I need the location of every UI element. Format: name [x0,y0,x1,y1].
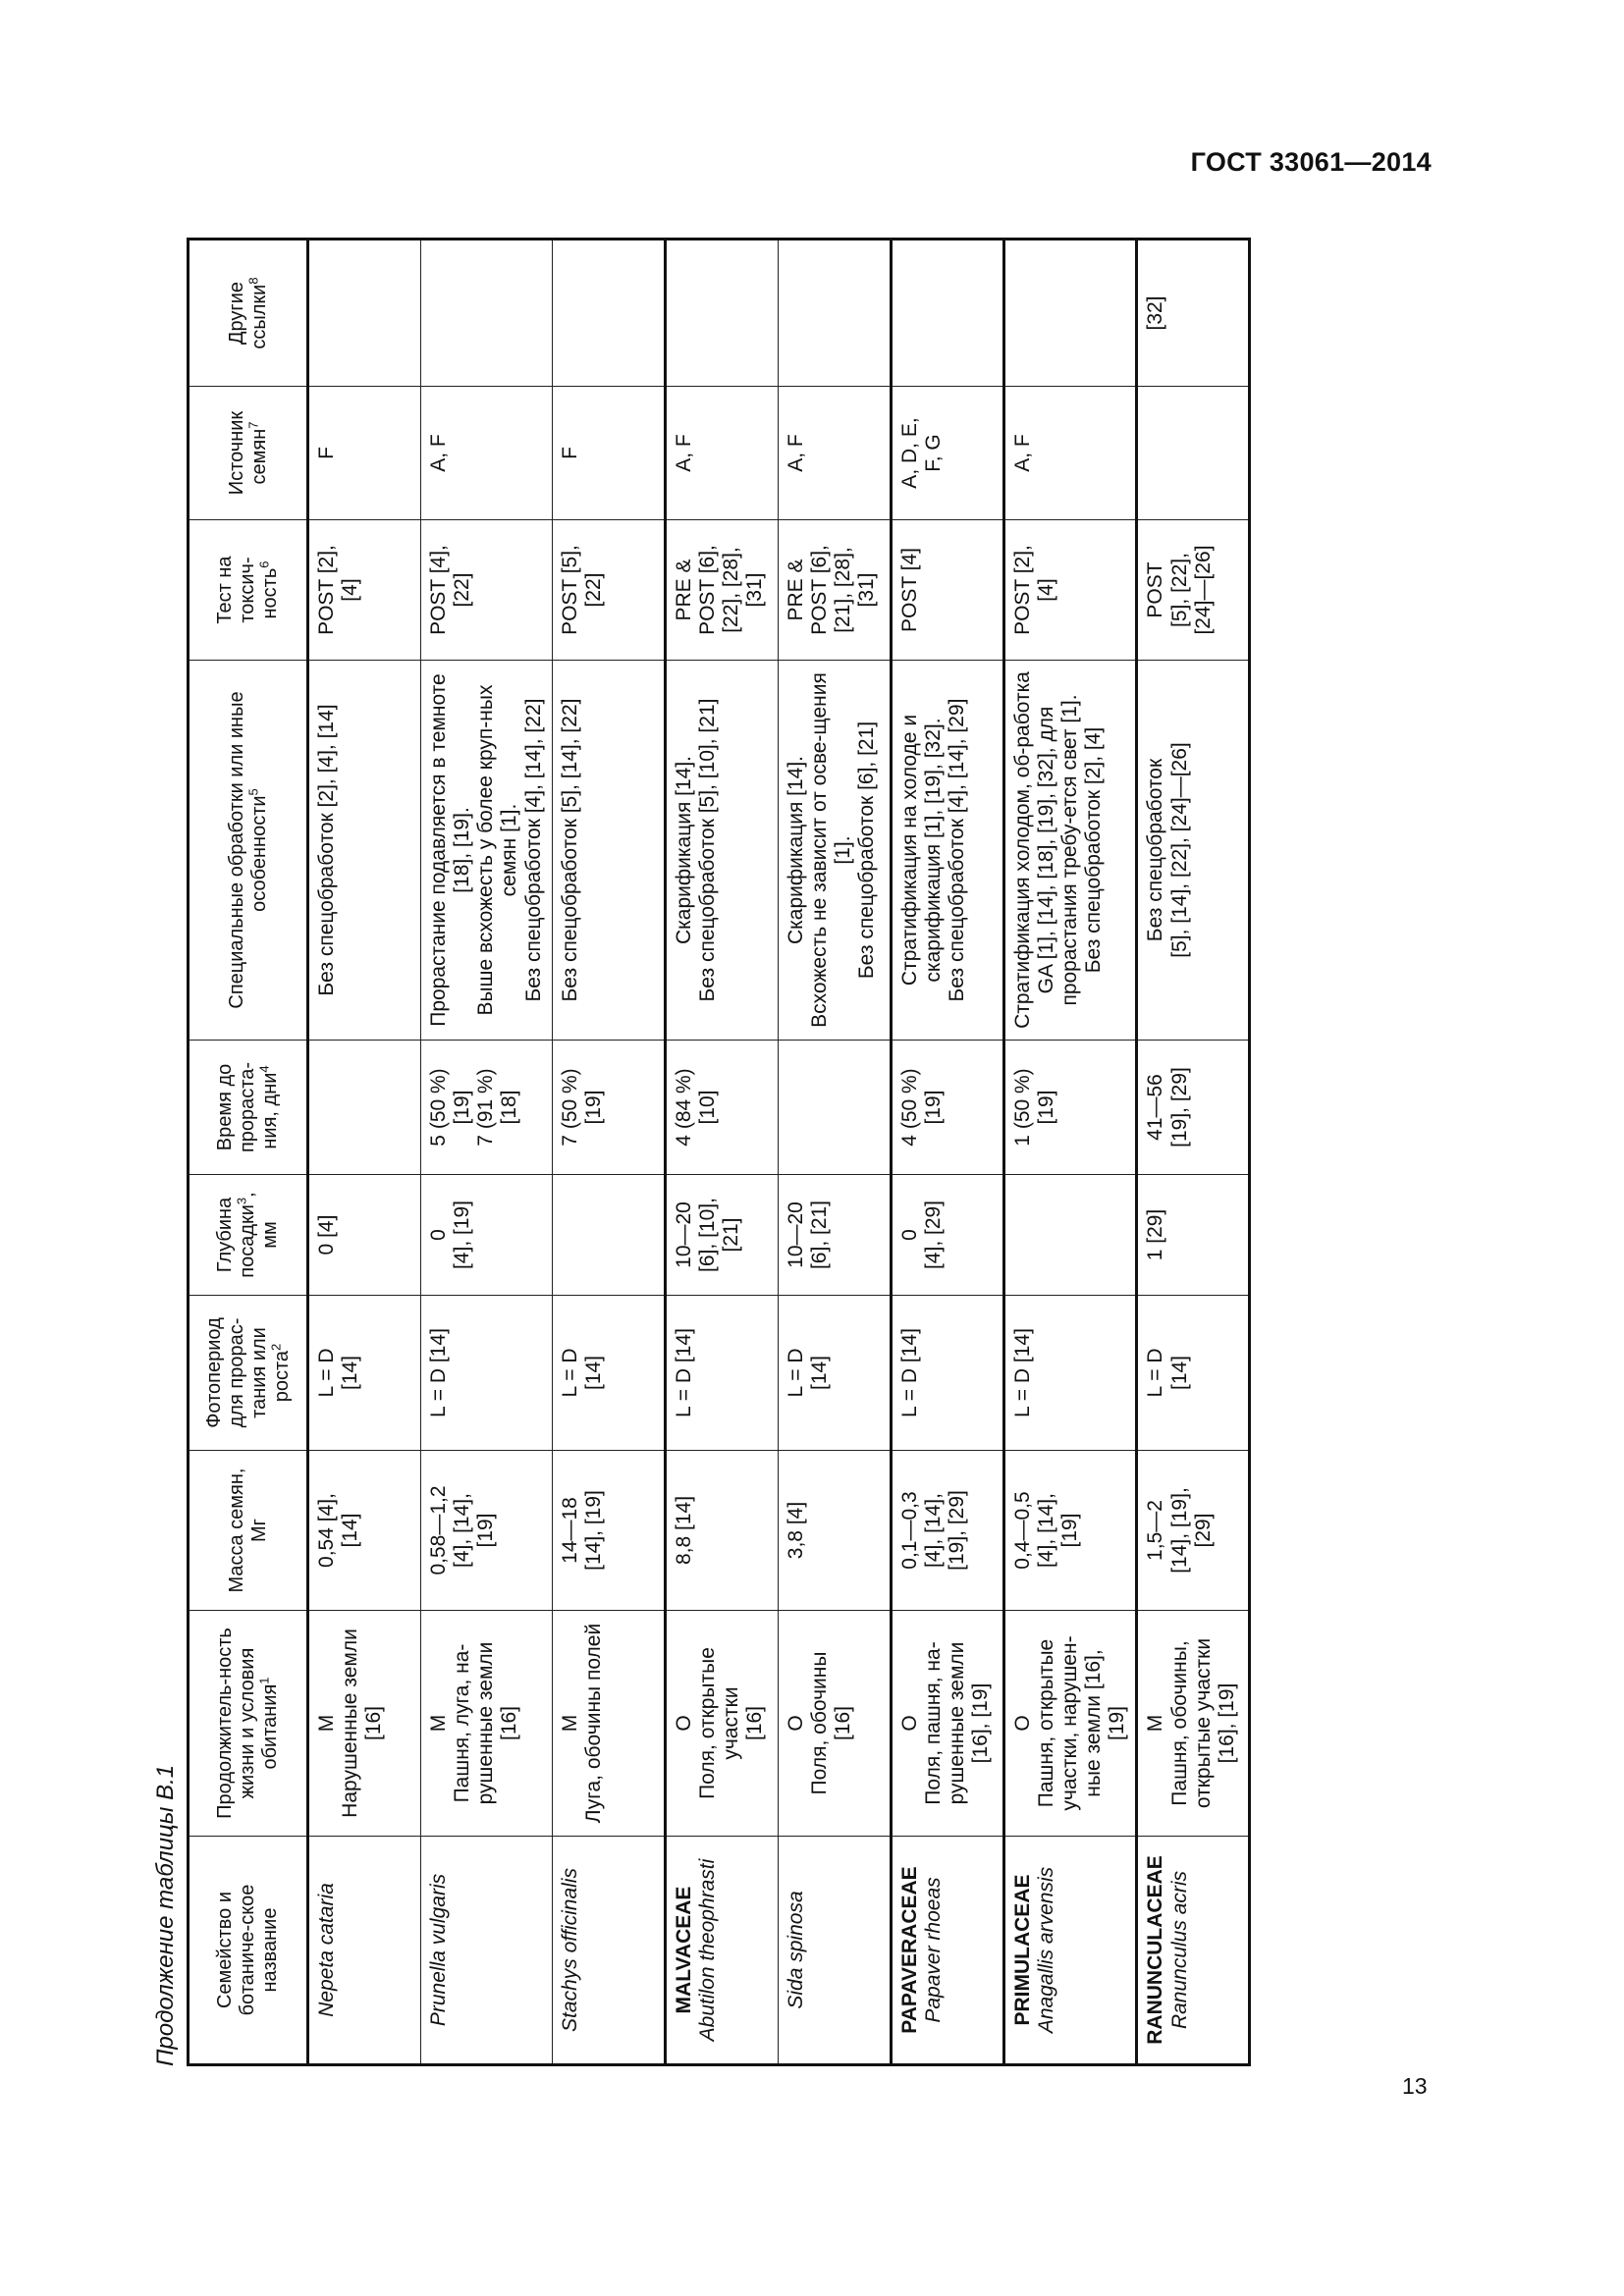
cell-line: A, F [427,434,450,472]
cell-line: 7 (50 %) [558,1068,581,1147]
cell-line: [5], [22], [1167,553,1191,627]
cell-line: О [672,1715,695,1732]
cell-line: 5 (50 %) [427,1068,450,1147]
cell-line: 14—18 [558,1497,581,1564]
column-header-text: Фотопериод для прорас-тания или роста [202,1317,293,1428]
botanical-name-cell [1137,1837,1250,2065]
life-habitat-cell [891,1611,1003,1837]
table-body [308,240,1250,2065]
cell-line: Без спецобработок [2], [4] [1082,726,1106,974]
cell-line: 3,8 [4] [784,1501,807,1560]
cell-line: [29] [1191,1513,1215,1548]
toxicity-test-cell [421,520,553,661]
seed-mass-cell [1137,1451,1250,1611]
column-header [189,1175,308,1296]
footnote-mark: 7 [244,421,260,429]
rotated-table-area [147,240,1424,2066]
cell-line: О [1010,1715,1034,1732]
column-header-text: Время до прораста-ния, дни [214,1061,281,1153]
cell-line: POST [4], [427,545,450,635]
photoperiod-cell [1003,1296,1137,1451]
cell-line: [16] [498,1705,521,1741]
toxicity-test-cell [308,520,421,661]
toxicity-test-cell [1003,520,1137,661]
cell-line: POST [6], [807,545,831,635]
cell-line: Скарификация [14]. [672,755,695,945]
cell-line: [22], [28], [719,547,742,633]
column-header [189,1451,308,1611]
germination-time-cell [665,1041,778,1175]
table-caption: Продолжение таблицы В.1 [152,1764,179,2066]
column-header-text: Семейство и ботаниче-ское название [214,1884,281,2016]
seed-source-cell [1003,387,1137,520]
column-header-text: Глубина посадки [214,1197,258,1278]
other-refs-cell [778,240,891,387]
cell-line: [4], [29] [921,1200,945,1270]
other-refs-cell [421,240,553,387]
planting-depth-cell [1137,1175,1250,1296]
cell-line: Скарификация [14]. [784,755,807,945]
special-treatment-cell [1003,661,1137,1041]
cell-line: [18] [498,1090,521,1125]
cell-line: [19] [1106,1705,1129,1741]
cell-line: Стратификация холодом, об-работка GA [1], [14], [18], [19], [32], для прорастания требу-ется свет [1]. [1010,671,1081,1029]
cell-line: М [427,1714,450,1733]
column-header-text: Масса семян, Мг [225,1468,270,1593]
cell-line: [22] [581,572,605,608]
cell-line: Пашня, обочины, открытые участки [1167,1637,1215,1809]
cell-line: Пашня, луга, на-рушенные земли [451,1641,498,1805]
cell-line: A, D, E, [897,417,921,489]
other-refs-cell [665,240,778,387]
germination-time-cell [552,1041,665,1175]
cell-line: 0,1—0,3 [897,1491,921,1570]
cell-line: Без спецобработок [5], [10], [21] [695,698,719,1002]
column-header-text: Специальные обработки или иные особенности [225,691,270,1009]
cell-line: A, F [672,434,695,472]
footnote-mark: 3 [234,1197,249,1205]
table-row [665,240,778,2065]
column-header-text: Источник семян [225,410,270,496]
seed-data-table [187,238,1251,2066]
toxicity-test-cell [778,520,891,661]
cell-line: L = D [315,1348,338,1398]
cell-line: [19] [1034,1090,1057,1125]
cell-line: 8,8 [14] [672,1495,695,1566]
cell-line: 0 [4] [315,1214,338,1255]
planting-depth-cell [421,1175,553,1296]
seed-mass-cell [778,1451,891,1611]
cell-line: L = D [784,1348,807,1398]
species-name: Prunella vulgaris [427,1873,450,2027]
cell-line: Луга, обочины полей [581,1623,605,1824]
cell-line: [14], [19], [1167,1487,1191,1574]
cell-line: [31] [743,572,767,608]
cell-line: [19] [921,1090,945,1125]
other-refs-cell [1137,240,1250,387]
seed-source-cell [1137,387,1250,520]
cell-line: М [1144,1714,1167,1733]
cell-line: [14] [581,1355,605,1391]
life-habitat-cell [1003,1611,1137,1837]
seed-source-cell [891,387,1003,520]
column-header [189,1041,308,1175]
table-row [308,240,421,2065]
life-habitat-cell [308,1611,421,1837]
column-header-text: Другие ссылки [225,281,270,349]
planting-depth-cell [778,1175,891,1296]
footnote-mark: 5 [244,788,260,796]
seed-source-cell [421,387,553,520]
toxicity-test-cell [1137,520,1250,661]
cell-line: Без спецобработок [5], [14], [22] [558,698,581,1002]
cell-line: 0,4—0,5 [1010,1491,1034,1570]
cell-line: [10] [695,1090,719,1125]
cell-line: [14], [19] [581,1490,605,1571]
cell-line: POST [5], [558,545,581,635]
cell-line: Без спецобработок [2], [4], [14] [315,704,338,996]
cell-line: [19], [29] [1167,1067,1191,1148]
cell-line: 4 (50 %) [897,1068,921,1147]
cell-line: [21], [28], [831,547,854,633]
cell-line: Стратификация на холоде и скарификация [1], [19], [32]. [897,714,945,987]
cell-line: POST [2], [315,545,338,635]
cell-line: 7 (91 %) [474,1068,498,1147]
life-habitat-cell [778,1611,891,1837]
photoperiod-cell [1137,1296,1250,1451]
planting-depth-cell [891,1175,1003,1296]
cell-line: Поля, открытые участки [695,1647,742,1799]
cell-line: [16] [743,1705,767,1741]
cell-line: Без спецобработок [1144,758,1167,942]
cell-line: 1 (50 %) [1010,1068,1034,1147]
seed-source-cell [308,387,421,520]
special-treatment-cell [308,661,421,1041]
cell-line: [14] [339,1513,362,1548]
cell-line: [16], [19] [1215,1682,1238,1764]
cell-line: [6], [10], [695,1198,719,1272]
cell-line: Поля, обочины [807,1651,831,1795]
table-row [552,240,665,2065]
cell-line: L = D [558,1348,581,1398]
photoperiod-cell [778,1296,891,1451]
cell-line: М [558,1714,581,1733]
special-treatment-cell [421,661,553,1041]
cell-line: [4] [339,578,362,602]
cell-line: [22] [451,572,474,608]
other-refs-cell [308,240,421,387]
seed-mass-cell [1003,1451,1137,1611]
cell-line: [14] [1167,1355,1191,1391]
botanical-name-cell [421,1837,553,2065]
other-refs-cell [891,240,1003,387]
cell-line: 1,5—2 [1144,1500,1167,1561]
photoperiod-cell [421,1296,553,1451]
germination-time-cell [1137,1041,1250,1175]
cell-line: Всхожесть не зависит от осве-щения [1]. [807,672,854,1028]
document-code: ГОСТ 33061—2014 [1190,147,1432,177]
cell-line: 10—20 [784,1201,807,1268]
cell-line: L = D [14] [672,1328,695,1417]
footnote-mark: 1 [256,1677,272,1684]
seed-source-cell [778,387,891,520]
cell-line: [31] [855,572,879,608]
special-treatment-cell [778,661,891,1041]
cell-line: POST [1144,561,1167,618]
table-row [1003,240,1137,2065]
cell-line: [5], [14], [22], [24]—[26] [1167,742,1191,958]
botanical-name-cell [891,1837,1003,2065]
cell-line: [4], [14], [451,1493,474,1568]
cell-line: М [315,1714,338,1733]
special-treatment-cell [552,661,665,1041]
cell-line: [4], [19] [451,1200,474,1270]
column-header-suffix: , мм [237,1192,281,1249]
cell-line: [4], [14], [921,1493,945,1568]
botanical-name-cell [552,1837,665,2065]
seed-mass-cell [665,1451,778,1611]
cell-line: [24]—[26] [1191,545,1215,635]
family-name: PAPAVERACEAE [897,1866,921,2034]
photoperiod-cell [552,1296,665,1451]
cell-line: 41—56 [1144,1074,1167,1141]
germination-time-cell [1003,1041,1137,1175]
table-row [421,240,553,2065]
column-header [189,387,308,520]
seed-mass-cell [421,1451,553,1611]
cell-line: [19] [1057,1513,1081,1548]
cell-line: [14] [807,1355,831,1391]
life-habitat-cell [421,1611,553,1837]
cell-line: [19] [474,1513,498,1548]
cell-line: POST [4] [897,548,921,632]
cell-line: POST [6], [695,545,719,635]
column-header [189,1611,308,1837]
cell-line: [6], [21] [807,1200,831,1270]
photoperiod-cell [665,1296,778,1451]
footnote-mark: 8 [244,277,260,285]
life-habitat-cell [552,1611,665,1837]
cell-line: 0 [897,1229,921,1241]
life-habitat-cell [1137,1611,1250,1837]
toxicity-test-cell [665,520,778,661]
column-header [189,661,308,1041]
table-row [891,240,1003,2065]
column-header [189,520,308,661]
cell-line: [4], [14], [1034,1493,1057,1568]
germination-time-cell [891,1041,1003,1175]
footnote-mark: 2 [267,1343,283,1351]
cell-line: PRE & [672,559,695,621]
other-refs-cell [1003,240,1137,387]
species-name: Ranunculus acris [1167,1870,1191,2030]
species-name: Stachys officinalis [558,1868,581,2032]
cell-line: [19] [581,1090,605,1125]
table-row [1137,240,1250,2065]
column-header [189,1837,308,2065]
table-row [778,240,891,2065]
family-name: RANUNCULACEAE [1144,1855,1167,2045]
seed-mass-cell [552,1451,665,1611]
planting-depth-cell [1003,1175,1137,1296]
special-treatment-cell [665,661,778,1041]
toxicity-test-cell [891,520,1003,661]
cell-line: L = D [1144,1348,1167,1398]
cell-line: 10—20 [672,1201,695,1268]
seed-mass-cell [308,1451,421,1611]
botanical-name-cell [1003,1837,1137,2065]
photoperiod-cell [308,1296,421,1451]
family-name: MALVACEAE [672,1886,695,2014]
species-name: Sida spinosa [784,1891,807,2009]
botanical-name-cell [308,1837,421,2065]
seed-mass-cell [891,1451,1003,1611]
column-header-text: Тест на токсич-ность [214,556,281,624]
footnote-mark: 4 [256,1065,272,1073]
species-name: Nepeta cataria [315,1883,338,2017]
cell-line: [19], [29] [945,1490,968,1571]
cell-line: [4] [1034,578,1057,602]
species-name: Papaver rhoeas [921,1877,945,2023]
cell-line: F [558,447,581,459]
column-header-text: Продолжитель-ность жизни и условия обитания [214,1628,281,1819]
cell-line: 1 [29] [1144,1208,1167,1261]
cell-line: [19] [451,1090,474,1125]
planting-depth-cell [665,1175,778,1296]
page-number: 13 [1402,2073,1428,2099]
column-header [189,1296,308,1451]
cell-line: PRE & [784,559,807,621]
botanical-name-cell [778,1837,891,2065]
photoperiod-cell [891,1296,1003,1451]
cell-line: 4 (84 %) [672,1068,695,1147]
cell-line: Прорастание подавляется в темноте [18], [19]. [427,673,474,1027]
toxicity-test-cell [552,520,665,661]
cell-line: Пашня, открытые участки, нарушен-ные земли [16], [1034,1635,1106,1811]
cell-line: 0 [427,1229,450,1241]
cell-line: L = D [14] [897,1328,921,1417]
cell-line: О [784,1715,807,1732]
cell-line: Нарушенные земли [16] [339,1629,386,1818]
planting-depth-cell [308,1175,421,1296]
cell-line: [32] [1144,295,1167,331]
cell-line: [16], [19] [969,1682,993,1764]
cell-line: Без спецобработок [4], [14], [22] [521,698,545,1002]
seed-source-cell [552,387,665,520]
footnote-mark: 6 [256,561,272,568]
cell-line: [21] [719,1217,742,1253]
cell-line: POST [2], [1010,545,1034,635]
column-header [189,240,308,387]
cell-line: 0,54 [4], [315,1493,338,1568]
germination-time-cell [308,1041,421,1175]
cell-line: A, F [784,434,807,472]
special-treatment-cell [1137,661,1250,1041]
germination-time-cell [421,1041,553,1175]
cell-line: Поля, пашня, на-рушенные земли [921,1641,968,1805]
germination-time-cell [778,1041,891,1175]
life-habitat-cell [665,1611,778,1837]
cell-line: F [315,447,338,459]
cell-line: Выше всхожесть у более круп-ных семян [1]. [474,684,521,1016]
species-name: Abutilon theophrasti [695,1858,719,2042]
cell-line: Без спецобработок [4], [14], [29] [945,698,968,1002]
cell-line: [16] [831,1705,854,1741]
other-refs-cell [552,240,665,387]
botanical-name-cell [665,1837,778,2065]
header-row [189,240,308,2065]
special-treatment-cell [891,661,1003,1041]
cell-line: L = D [14] [1010,1328,1034,1417]
cell-line: [14] [339,1355,362,1391]
cell-line: 0,58—1,2 [427,1485,450,1575]
seed-source-cell [665,387,778,520]
cell-line: F, G [921,434,945,472]
cell-line: О [897,1715,921,1732]
species-name: Anagallis arvensis [1034,1866,1057,2034]
cell-line: L = D [14] [427,1328,450,1417]
family-name: PRIMULACEAE [1010,1874,1034,2026]
planting-depth-cell [552,1175,665,1296]
cell-line: A, F [1010,434,1034,472]
cell-line: Без спецобработок [6], [21] [855,721,879,980]
